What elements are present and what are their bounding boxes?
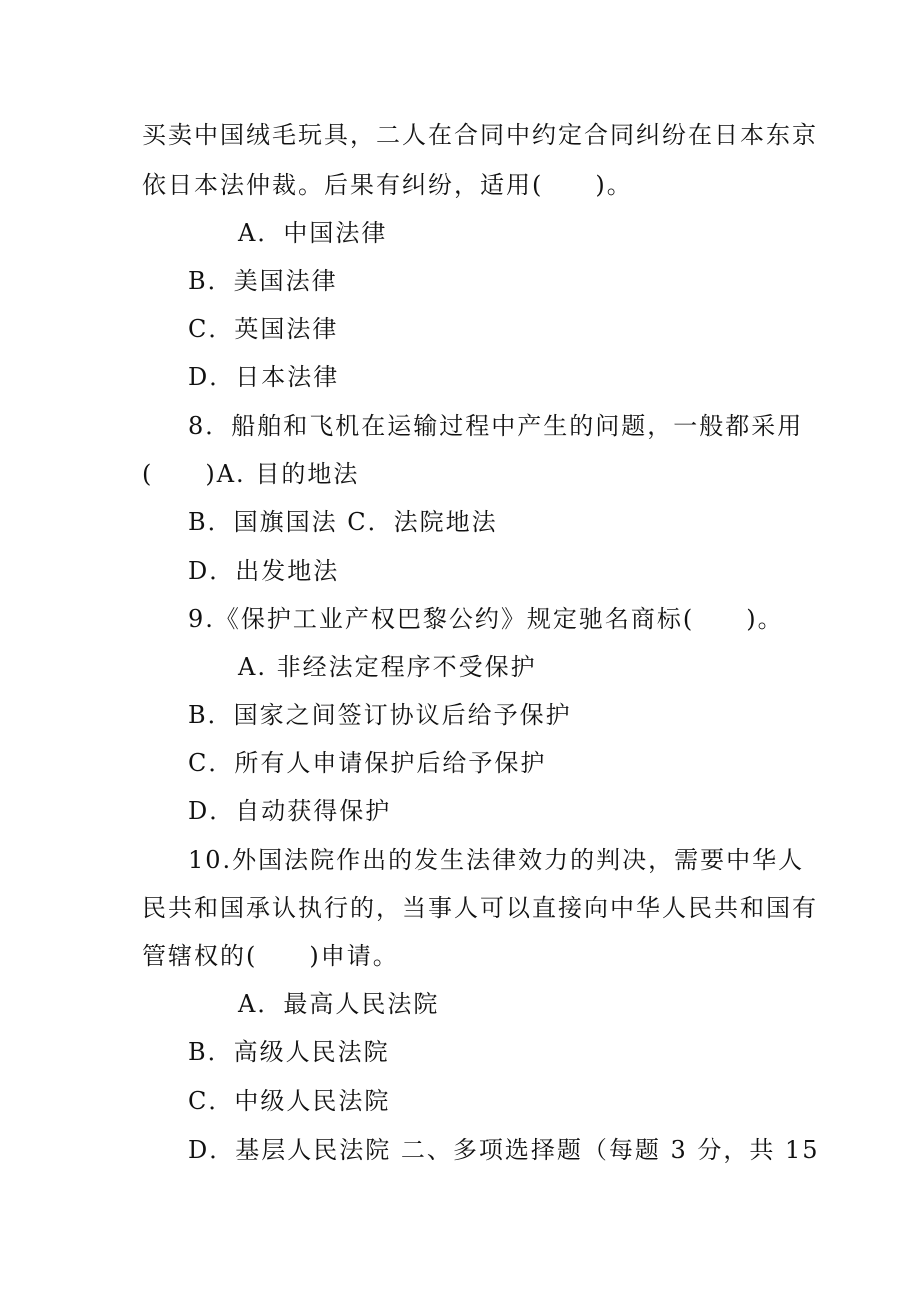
option-line: B．国家之间签订协议后给予保护 — [188, 701, 572, 729]
option-line: D．自动获得保护 — [188, 797, 392, 825]
option-line: B．美国法律 — [188, 267, 338, 295]
text-line: 管辖权的( )申请。 — [142, 942, 399, 970]
option-line: B．高级人民法院 — [188, 1038, 390, 1066]
text-line: ( )A. 目的地法 — [142, 460, 360, 488]
option-line: C．所有人申请保护后给予保护 — [188, 749, 547, 777]
text-line: 民共和国承认执行的，当事人可以直接向中华人民共和国有 — [142, 894, 818, 922]
question-line: 8．船舶和飞机在运输过程中产生的问题，一般都采用 — [188, 412, 804, 440]
option-line: D．基层人民法院 二、多项选择题（每题 3 分，共 15 — [188, 1136, 820, 1164]
option-line: D．出发地法 — [188, 557, 340, 585]
question-line: 9.《保护工业产权巴黎公约》规定驰名商标( )。 — [188, 605, 784, 633]
option-line: B．国旗国法 C．法院地法 — [188, 508, 498, 536]
option-line: D．日本法律 — [188, 363, 340, 391]
option-line: A．中国法律 — [238, 219, 388, 247]
option-line: A. 非经法定程序不受保护 — [238, 653, 537, 681]
text-line: 依日本法仲裁。后果有纠纷，适用( )。 — [142, 171, 633, 199]
question-line: 10.外国法院作出的发生法律效力的判决，需要中华人 — [188, 846, 805, 874]
text-line: 买卖中国绒毛玩具，二人在合同中约定合同纠纷在日本东京 — [142, 121, 818, 149]
option-line: C．英国法律 — [188, 315, 339, 343]
option-line: C．中级人民法院 — [188, 1087, 391, 1115]
option-line: A．最高人民法院 — [238, 990, 440, 1018]
